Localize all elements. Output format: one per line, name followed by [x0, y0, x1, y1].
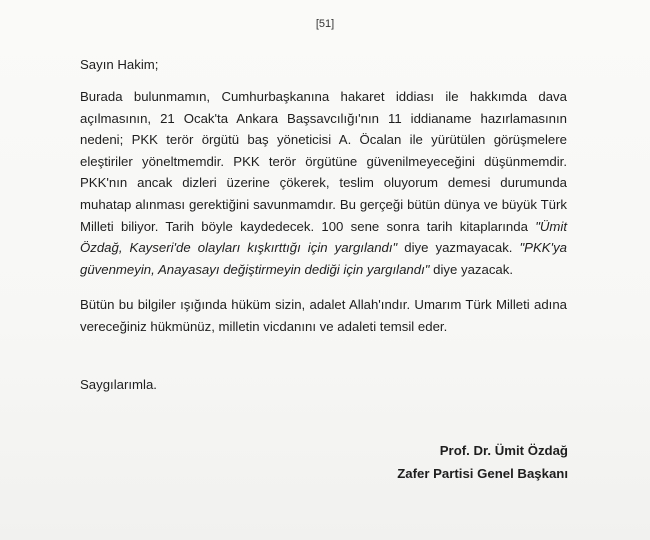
- closing: Saygılarımla.: [80, 377, 157, 392]
- quote-kayseri: "Ümit Özdağ, Kayseri'de olayları kışkırttığı için yargılandı": [80, 218, 567, 256]
- quote-pkk: "PKK'ya güvenmeyin, Anayasayı değiştirmeyin dediği için yargılandı": [80, 240, 567, 277]
- signature-title: Zafer Partisi Genel Başkanı: [397, 466, 568, 481]
- paragraph-verdict: Bütün bu bilgiler ışığında hüküm sizin, adalet Allah'ındır. Umarım Türk Milleti adına vereceğiniz hükmünüz, milletin vicdanını ve adaleti temsil eder.: [80, 297, 567, 334]
- signature-name: Prof. Dr. Ümit Özdağ: [439, 443, 568, 458]
- paragraph-main-text-b: diye yazmayacak.: [397, 240, 520, 256]
- paragraph-main-text-a: Burada bulunmamın, Cumhurbaşkanına hakaret iddiası ile hakkımda dava açılmasının, 21 Ocak'ta Ankara Başsavcılığı'nın 11 iddianame hazırlamasının nedeni; PKK terör örgütü baş yöneticisi A. Öcalan ile yürütülen görüşmelere eleştiriler yöneltmemdir. PKK terör örgütüne güvenilmeyeceğini düşünmemdir. PKK'nın ancak dizleri üzerine çökerek, teslim oluyorum demesi durumunda muhatap alınması gerektiğini savunmamdır. Bu gerçeği bütün dünya ve büyük Türk Milleti biliyor. Tarih böyle kaydedecek. 100 sene sonra tarih kitaplarında: [80, 89, 567, 234]
- paragraph-main-text-c: diye yazacak.: [429, 261, 514, 277]
- page-number: [51]: [315, 18, 335, 30]
- salutation: Sayın Hakim;: [80, 57, 159, 72]
- paragraph-main: [80, 86, 567, 280]
